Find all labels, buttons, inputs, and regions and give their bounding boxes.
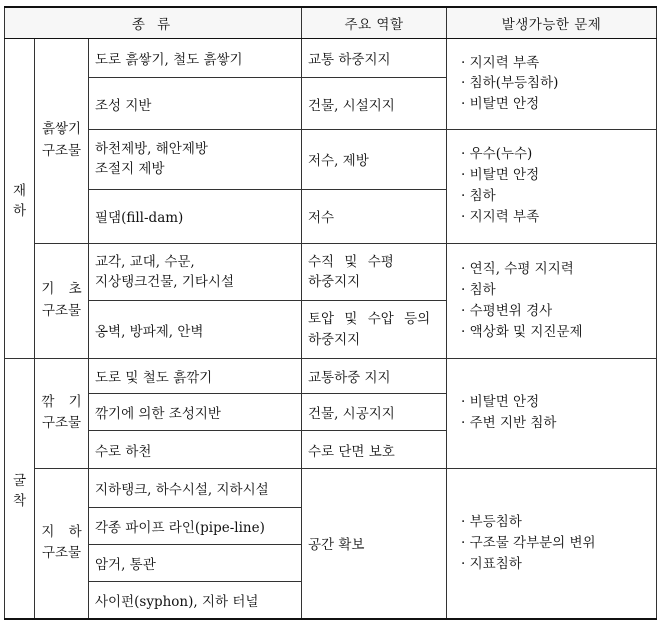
list-item: · 지표침하 bbox=[461, 554, 650, 575]
list-item: · 침하 bbox=[461, 186, 650, 207]
list-item: · 침하 bbox=[461, 280, 650, 301]
type-cell: 암거, 통관 bbox=[89, 545, 302, 582]
problems-list bbox=[453, 53, 650, 116]
problems-cell bbox=[447, 243, 657, 359]
problems-list bbox=[453, 259, 650, 343]
list-item: · 우수(누수) bbox=[461, 144, 650, 165]
list-item: · 비탈면 안정 bbox=[461, 94, 650, 115]
list-item: · 지지력 부족 bbox=[461, 53, 650, 74]
problems-cell bbox=[447, 129, 657, 243]
subgroup-label-foundation: 기 초 구조물 bbox=[35, 243, 89, 359]
type-cell: 필댐(fill-dam) bbox=[89, 189, 302, 243]
table-row bbox=[5, 129, 657, 189]
subgroup-label-embankment: 흙쌓기 구조물 bbox=[35, 39, 89, 244]
list-item: · 비탈면 안정 bbox=[461, 165, 650, 186]
type-cell: 교각, 교대, 수문, 지상탱크건물, 기타시설 bbox=[89, 243, 302, 301]
soil-structure-table bbox=[4, 6, 657, 620]
subgroup-label-cut: 깎 기 구조물 bbox=[35, 359, 89, 468]
table-row bbox=[5, 359, 657, 394]
role-cell: 토압 및 수압 등의 하중지지 bbox=[302, 301, 447, 359]
list-item: · 비탈면 안정 bbox=[461, 392, 650, 413]
type-cell: 지하탱크, 하수시설, 지하시설 bbox=[89, 468, 302, 507]
type-cell: 각종 파이프 라인(pipe-line) bbox=[89, 507, 302, 544]
role-cell: 공간 확보 bbox=[302, 468, 447, 619]
group-label-fill: 재하 bbox=[5, 39, 35, 359]
problems-list bbox=[453, 144, 650, 228]
table-row bbox=[5, 39, 657, 78]
subgroup-label-underground: 지 하 구조물 bbox=[35, 468, 89, 619]
list-item: · 연직, 수평 지지력 bbox=[461, 259, 650, 280]
type-cell: 조성 지반 bbox=[89, 78, 302, 130]
table-row bbox=[5, 243, 657, 301]
list-item: · 구조물 각부분의 변위 bbox=[461, 533, 650, 554]
type-cell: 하천제방, 해안제방 조절지 제방 bbox=[89, 129, 302, 189]
role-cell: 교통하중 지지 bbox=[302, 359, 447, 394]
type-cell: 옹벽, 방파제, 안벽 bbox=[89, 301, 302, 359]
problems-cell bbox=[447, 359, 657, 468]
list-item: · 지지력 부족 bbox=[461, 207, 650, 228]
problems-list bbox=[453, 392, 650, 434]
role-cell: 저수, 제방 bbox=[302, 129, 447, 189]
type-cell: 깎기에 의한 조성지반 bbox=[89, 394, 302, 431]
list-item: · 수평변위 경사 bbox=[461, 301, 650, 322]
header-role: 주요 역할 bbox=[302, 7, 447, 39]
header-type: 종 류 bbox=[5, 7, 302, 39]
role-cell: 건물, 시설지지 bbox=[302, 78, 447, 130]
list-item: · 액상화 및 지진문제 bbox=[461, 322, 650, 343]
role-cell: 수직 및 수평 하중지지 bbox=[302, 243, 447, 301]
header-problems: 발생가능한 문제 bbox=[447, 7, 657, 39]
list-item: · 침하(부등침하) bbox=[461, 73, 650, 94]
list-item: · 주변 지반 침하 bbox=[461, 413, 650, 434]
problems-cell bbox=[447, 39, 657, 130]
list-item: · 부등침하 bbox=[461, 512, 650, 533]
table-row bbox=[5, 468, 657, 507]
role-cell: 교통 하중지지 bbox=[302, 39, 447, 78]
header-row bbox=[5, 7, 657, 39]
type-cell: 도로 흙쌓기, 철도 흙쌓기 bbox=[89, 39, 302, 78]
role-cell: 수로 단면 보호 bbox=[302, 431, 447, 468]
problems-list bbox=[453, 512, 650, 575]
type-cell: 사이펀(syphon), 지하 터널 bbox=[89, 582, 302, 619]
role-cell: 저수 bbox=[302, 189, 447, 243]
role-cell: 건물, 시공지지 bbox=[302, 394, 447, 431]
type-cell: 수로 하천 bbox=[89, 431, 302, 468]
problems-cell bbox=[447, 468, 657, 619]
type-cell: 도로 및 철도 흙깎기 bbox=[89, 359, 302, 394]
group-label-excavation: 굴착 bbox=[5, 359, 35, 619]
